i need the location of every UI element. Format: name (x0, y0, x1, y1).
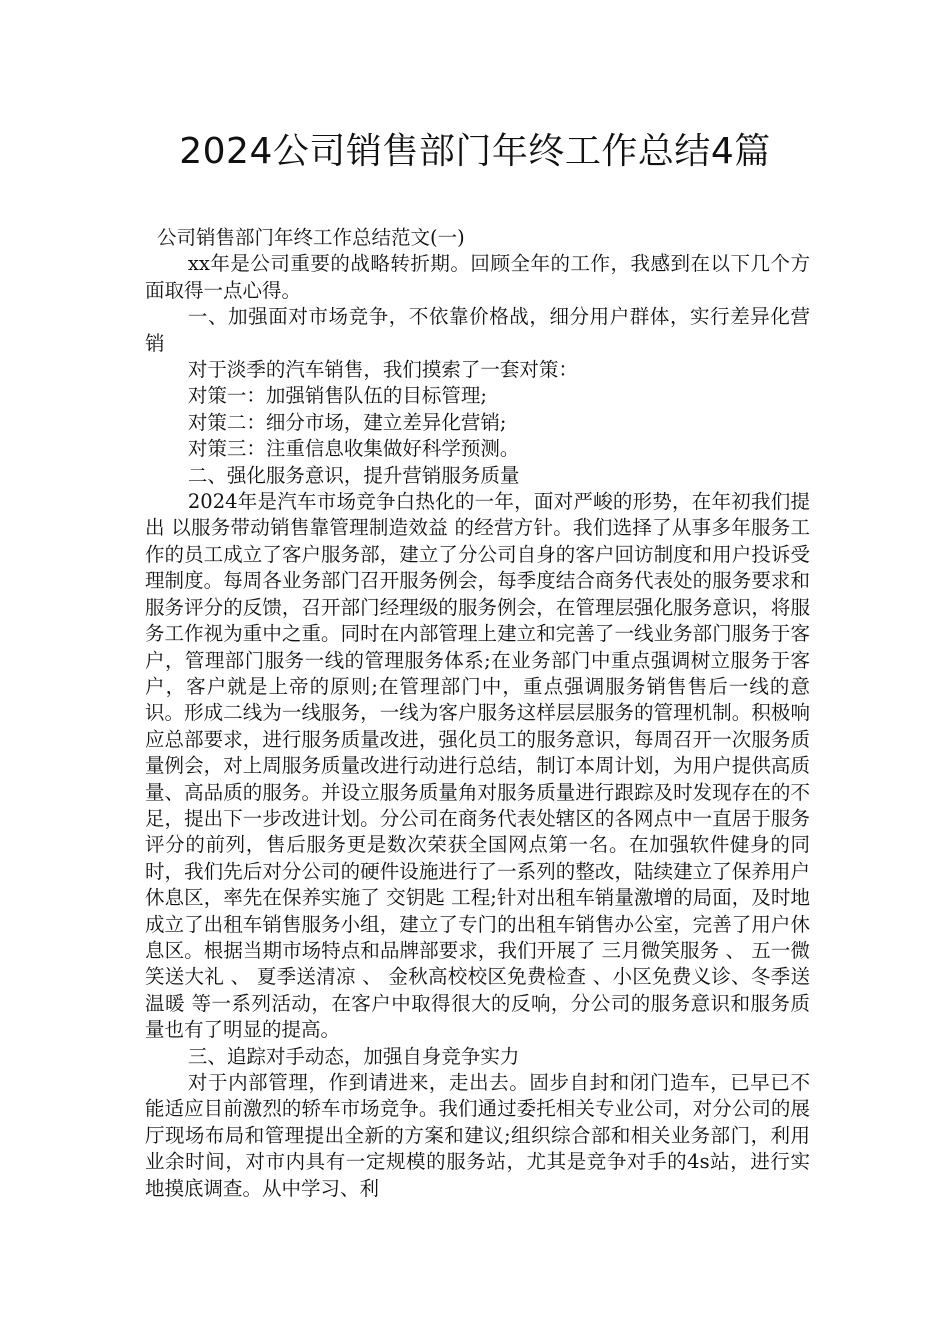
section-heading: 公司销售部门年终工作总结范文(一) (157, 226, 465, 249)
paragraph: xx年是公司重要的战略转折期。回顾全年的工作，我感到在以下几个方面取得一点心得。 (145, 252, 810, 302)
paragraph: 对于内部管理，作到请进来，走出去。固步自封和闭门造车，已早已不能适应目前激烈的轿车市场竞争。我们通过委托相关专业公司，对分公司的展厅现场布局和管理提出全新的方案和建议;组织综合部和相关业务部门，利用业余时间，对市内具有一定规模的服务站，尤其是竞争对手的4s站，进行实地摸底调查。从中学习、利 (145, 1071, 810, 1200)
paragraph: 2024年是汽车市场竞争白热化的一年，面对严峻的形势，在年初我们提出 以服务带动销售靠管理制造效益 的经营方针。我们选择了从事多年服务工作的员工成立了客户服务部，建立了分公司自身的客户回访制度和用户投诉受理制度。每周各业务部门召开服务例会，每季度结合商务代表处的服务要求和服务评分的反馈，召开部门经理级的服务例会，在管理层强化服务意识，将服务工作视为重中之重。同时在内部管理上建立和完善了一线业务部门服务于客户，管理部门服务一线的管理服务体系;在业务部门中重点强调树立服务于客户，客户就是上帝的原则;在管理部门中，重点强调服务销售售后一线的意识。形成二线为一线服务，一线为客户服务这样层层服务的管理机制。积极响应总部要求，进行服务质量改进，强化员工的服务意识，每周召开一次服务质量例会，对上周服务质量改进行动进行总结，制订本周计划，为用户提供高质量、高品质的服务。并设立服务质量角对服务质量进行跟踪及时发现存在的不足，提出下一步改进计划。分公司在商务代表处辖区的各网点中一直居于服务评分的前列，售后服务更是数次荣获全国网点第一名。在加强软件健身的同时，我们先后对分公司的硬件设施进行了一系列的整改，陆续建立了保养用户休息区，率先在保养实施了 交钥匙 工程;针对出租车销量激增的局面，及时地成立了出租车销售服务小组，建立了专门的出租车销售办公室，完善了用户休息区。根据当期市场特点和品牌部要求，我们开展了 三月微笑服务 、 五一微笑送大礼 、 夏季送清凉 、 金秋高校校区免费检查 、小区免费义诊、冬季送温暖 等一系列活动，在客户中取得很大的反响，分公司的服务意识和服务质量也有了明显的提高。 (145, 490, 810, 1042)
paragraph: 对于淡季的汽车销售，我们摸索了一套对策： (187, 358, 578, 382)
paragraph: 对策三：注重信息收集做好科学预测。 (187, 437, 520, 461)
paragraph: 二、强化服务意识，提升营销服务质量 (187, 463, 520, 487)
document-body (145, 225, 810, 1202)
paragraph: 三、追踪对手动态，加强自身竞争实力 (187, 1044, 520, 1068)
paragraph: 对策二：细分市场，建立差异化营销; (187, 410, 507, 434)
document-title: 2024公司销售部门年终工作总结4篇 (179, 131, 771, 172)
paragraph: 对策一：加强销售队伍的目标管理; (187, 384, 487, 408)
paragraph: 一、加强面对市场竞争，不依靠价格战，细分用户群体，实行差异化营销 (145, 305, 810, 355)
